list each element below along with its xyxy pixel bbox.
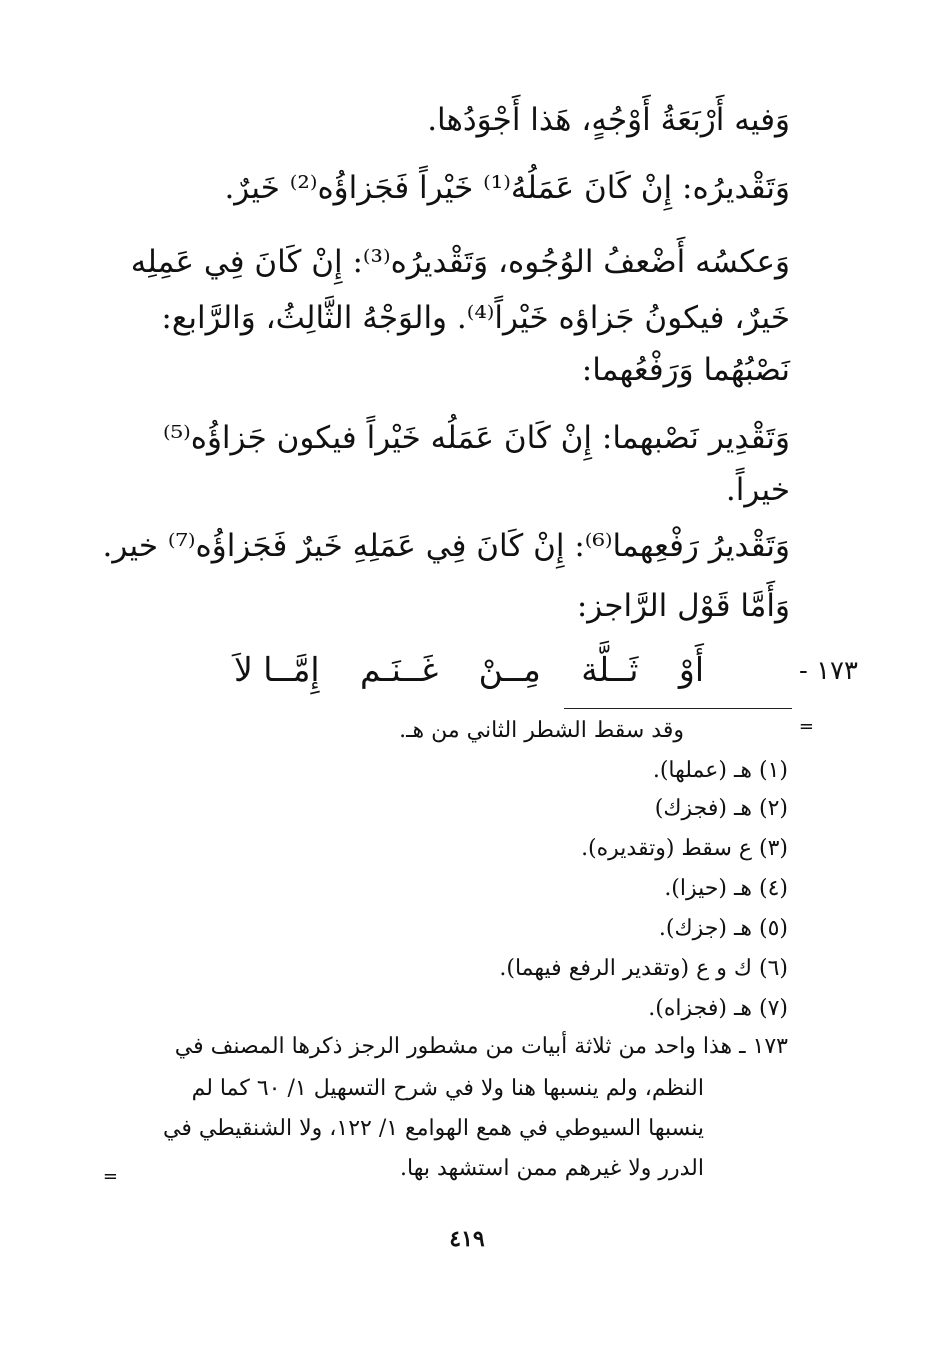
footnote-item: (٤) هـ (حيزا). [664,876,788,901]
footnote-item: (٧) هـ (فجزاه). [648,996,788,1021]
footnote-continued: وقد سقط الشطر الثاني من هـ. [399,718,684,743]
footnote-item: (٣) ع سقط (وتقديره). [581,836,788,861]
verse-number: ١٧٣ - [799,656,858,686]
verse-word: أَوْ [678,650,704,689]
note-line: النظم، ولم ينسبها هنا ولا في شرح التسهيل ١/ ٦٠ كما لم [191,1076,704,1101]
page-number: ٤١٩ [449,1226,485,1252]
footnote-separator [564,708,792,709]
main-line-6: وَتَقْدِير نَصْبهما: إِنْ كَانَ عَمَلُه خَيْراً فيكون جَزاؤُه⁽⁵⁾ [163,420,790,456]
main-line-2: وَتَقْديرُه: إِنْ كَانَ عَمَلُهُ⁽¹⁾ خَيْراً فَجَزاؤُه⁽²⁾ خَيرٌ. [224,170,790,206]
footnote-item: (٦) ك و ع (وتقدير الرفع فيهما). [499,956,788,981]
footnote-item: (٢) هـ (فجزك) [654,796,788,821]
verse-word: مِــنْ [478,650,541,689]
main-line-3: وَعكسُه أَضْعفُ الوُجُوه، وَتَقْديرُه⁽³⁾: إِنْ كَانَ فِي عَمِلِه [130,244,790,280]
main-line-1: وَفيه أَرْبَعَةُ أَوْجُهٍ، هَذا أَجْوَدُها. [427,102,790,138]
main-line-9: وَأَمَّا قَوْل الرَّاجز: [576,588,790,624]
verse-line [234,650,704,689]
verse-word: غَــنَـم [360,650,439,689]
main-line-4: خَيرٌ، فيكونُ جَزاؤه خَيْراً⁽⁴⁾. والوَجْهُ الثَّالِثُ، وَالرَّابع: [161,300,790,336]
main-line-8: وَتَقْديرُ رَفْعِهما⁽⁶⁾: إِنْ كَانَ فِي عَمَلِهِ خَيرٌ فَجَزاؤُه⁽⁷⁾ خير. [102,528,790,564]
main-line-5: نَصْبُهُما وَرَفْعُهما: [581,352,790,388]
continuation-mark: = [798,716,814,737]
footnote-item: (٥) هـ (جزك). [658,916,788,941]
verse-word: إِمَّــا لاَ [234,650,320,689]
note-line: ١٧٣ ـ هذا واحد من ثلاثة أبيات من مشطور الرجز ذكرها المصنف في [174,1034,788,1059]
note-line: ينسبها السيوطي في همع الهوامع ١/ ١٢٢، ولا الشنقيطي في [163,1116,704,1141]
continuation-mark: = [102,1166,118,1187]
main-line-7: خيراً. [725,472,790,508]
footnote-item: (١) هـ (عملها). [652,758,788,783]
verse-word: ثَــلَّة [581,650,639,689]
note-line: الدرر ولا غيرهم ممن استشهد بها. [400,1156,704,1181]
